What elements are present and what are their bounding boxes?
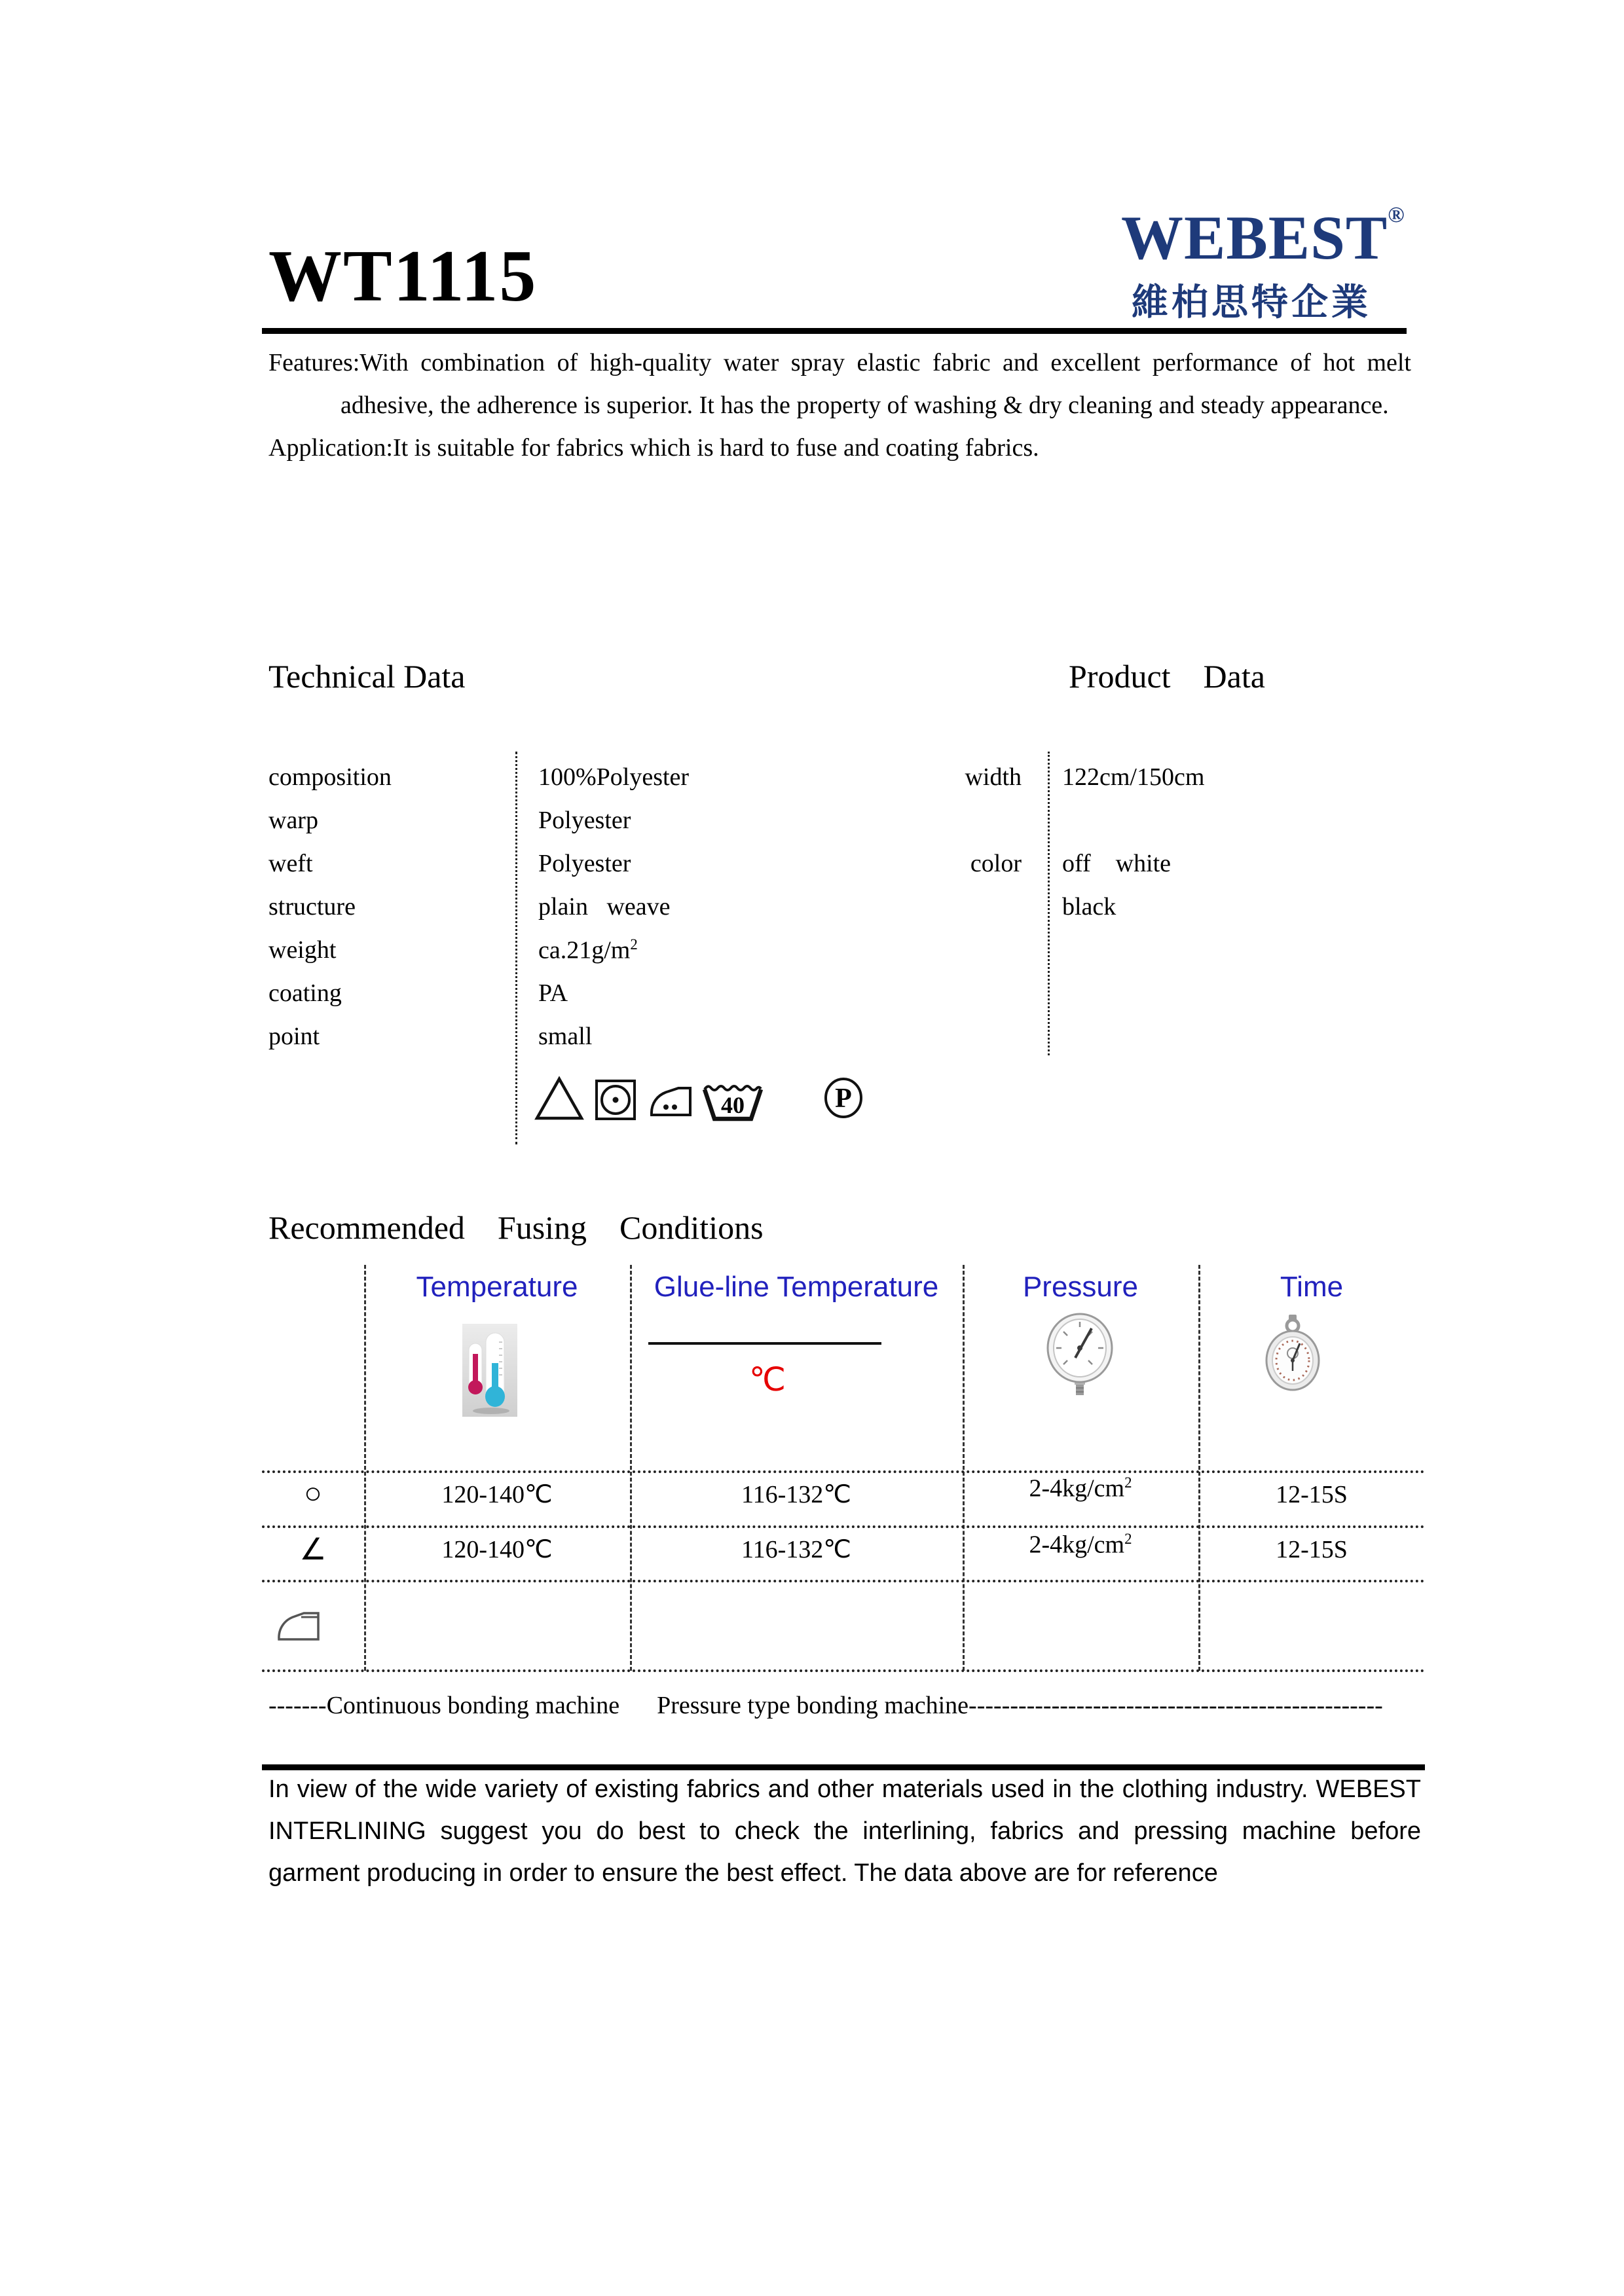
fusing-row1-glue-temperature: 116-132℃: [741, 1481, 851, 1508]
width-label: width: [965, 763, 1022, 791]
wash-temperature-number: 40: [721, 1092, 745, 1118]
product-table-divider: [1048, 752, 1050, 1055]
tech-table-divider: [515, 752, 517, 1144]
fusing-conditions-heading: Recommended Fusing Conditions: [268, 1209, 764, 1246]
fusing-col-divider-2: [630, 1265, 632, 1671]
celsius-unit: ℃: [748, 1361, 786, 1398]
fusing-row1-symbol: ○: [304, 1476, 322, 1510]
application-line: Application:It is suitable for fabrics which is hard to fuse and coating fabrics.: [268, 434, 1039, 462]
pressure-gauge-icon: [1045, 1311, 1115, 1397]
tech-value-structure: plain weave: [538, 893, 671, 920]
fusing-row2-temperature: 120-140℃: [441, 1536, 553, 1563]
tech-value-coating: PA: [538, 979, 568, 1007]
tech-value-warp: Polyester: [538, 807, 631, 834]
tech-label-coating: coating: [268, 979, 342, 1007]
fusing-row2-symbol: ∠: [299, 1533, 327, 1566]
glue-line-underline: [648, 1342, 881, 1345]
tech-label-warp: warp: [268, 807, 318, 834]
footer-line-3: garment producing in order to ensure the best effect. The data above are for reference: [268, 1859, 1218, 1887]
tech-label-weight: weight: [268, 936, 337, 964]
fusing-row-divider-1: [262, 1470, 1425, 1473]
fusing-row-divider-3: [262, 1580, 1425, 1582]
footer-line-2: INTERLINING suggest you do best to check the interlining, fabrics and pressing machine before: [268, 1817, 1421, 1845]
continuous-machine-iron-icon: [275, 1603, 322, 1643]
tech-label-point: point: [268, 1023, 320, 1050]
fusing-row2-pressure: $2-4kg/cm^2$: [1029, 1531, 1132, 1559]
color-value-offwhite: off white: [1062, 850, 1172, 877]
brand-logo: [1121, 203, 1405, 272]
column-header-time: Time: [1280, 1271, 1344, 1303]
fusing-row1-temperature: 120-140℃: [441, 1481, 553, 1508]
features-line-1: Features:With combination of high-quality water spray elastic fabric and excellent performance of hot melt: [268, 349, 1411, 376]
tumble-dry-icon: [595, 1079, 637, 1124]
dry-clean-p-icon: [822, 1075, 864, 1124]
stopwatch-icon: [1263, 1313, 1323, 1392]
registered-trademark-icon: ®: [1388, 203, 1405, 227]
fusing-col-divider-1: [364, 1265, 366, 1671]
tech-value-weft: Polyester: [538, 850, 631, 877]
fusing-row1-time: 12-15S: [1276, 1481, 1348, 1508]
tech-label-structure: structure: [268, 893, 356, 920]
page-title: WT1115: [268, 236, 538, 317]
fusing-row2-time: 12-15S: [1276, 1536, 1348, 1563]
fusing-row2-glue-temperature: 116-132℃: [741, 1536, 851, 1563]
technical-data-heading: Technical Data: [268, 658, 466, 695]
iron-two-dots-icon: [648, 1080, 694, 1121]
fusing-row-divider-2: [262, 1525, 1425, 1528]
fusing-row-divider-4: [262, 1669, 1425, 1672]
tech-label-weft: weft: [268, 850, 313, 877]
tech-label-composition: composition: [268, 763, 392, 791]
tech-value-weight: $ca.21g/m^2$: [538, 936, 638, 964]
features-line-2: adhesive, the adherence is superior. It has the property of washing & dry cleaning and steady appearance.: [341, 392, 1389, 419]
thermometer-icon: [462, 1324, 517, 1417]
tech-value-composition: 100%Polyester: [538, 763, 690, 791]
header-divider: [262, 328, 1407, 334]
footer-divider: [262, 1764, 1425, 1770]
brand-chinese-name: 維柏思特企業: [1132, 282, 1371, 323]
width-value: 122cm/150cm: [1062, 763, 1205, 791]
bonding-machine-note: -------Continuous bonding machine Pressure type bonding machine--------------------------------------------------: [268, 1692, 1383, 1719]
column-header-pressure: Pressure: [1022, 1271, 1139, 1303]
brand-name: WEBEST: [1121, 203, 1388, 272]
column-header-temperature: Temperature: [416, 1271, 578, 1303]
bleach-triangle-icon: [534, 1075, 585, 1125]
column-header-glue-line-temperature: Glue-line Temperature: [654, 1271, 939, 1303]
fusing-col-divider-3: [963, 1265, 965, 1671]
dry-clean-letter: P: [835, 1084, 852, 1114]
fusing-col-divider-4: [1198, 1265, 1200, 1671]
machine-wash-40-icon: [701, 1080, 765, 1125]
product-data-heading: Product Data: [1069, 658, 1265, 695]
footer-line-1: In view of the wide variety of existing fabrics and other materials used in the clothing industry. WEBEST: [268, 1776, 1421, 1803]
color-value-black: black: [1062, 893, 1116, 920]
fusing-row1-pressure: $2-4kg/cm^2$: [1029, 1474, 1132, 1503]
color-label: color: [970, 850, 1022, 877]
tech-value-point: small: [538, 1023, 593, 1050]
